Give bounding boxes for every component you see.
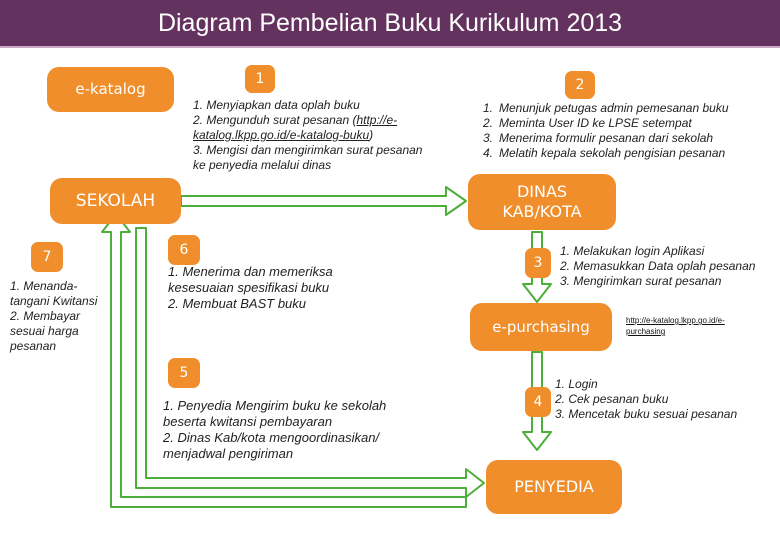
step-7-item: 1. Menanda-tangani Kwitansi bbox=[10, 279, 98, 308]
step-3-item: 2. Memasukkan Data oplah pesanan bbox=[560, 259, 756, 273]
penyedia-node bbox=[486, 460, 622, 514]
e-purchasing-node bbox=[470, 303, 612, 351]
dinas-label-line2: KAB/KOTA bbox=[502, 202, 582, 221]
sekolah-node bbox=[50, 178, 181, 224]
e-katalog-label: e-katalog bbox=[75, 80, 146, 98]
step-3-list bbox=[560, 244, 778, 289]
step-7-badge bbox=[31, 242, 63, 272]
step-4-item: 3. Mencetak buku sesuai pesanan bbox=[555, 407, 738, 421]
step-1-badge bbox=[245, 65, 275, 93]
e-katalog-buku-link[interactable]: http://e-katalog.lkpp.go.id/e-katalog-buku bbox=[193, 113, 398, 142]
step-2-item: 4. Melatih kepala sekolah pengisian pesanan bbox=[483, 146, 726, 160]
step-7-item: 2. Membayar sesuai harga pesanan bbox=[10, 309, 81, 353]
step-7-list bbox=[10, 279, 108, 354]
step-7-number: 7 bbox=[42, 249, 52, 265]
step-2-item: 1. Menunjuk petugas admin pemesanan buku bbox=[483, 101, 729, 115]
e-katalog-node bbox=[47, 67, 174, 112]
step-2-badge bbox=[565, 71, 595, 99]
dinas-node bbox=[468, 174, 616, 230]
arrow-sekolah-to-dinas bbox=[181, 187, 466, 215]
step-3-item: 1. Melakukan login Aplikasi bbox=[560, 244, 705, 258]
step-4-list bbox=[555, 377, 777, 422]
step-6-item: 1. Menerima dan memeriksa kesesuaian spesifikasi buku bbox=[168, 264, 333, 295]
step-1-item: 3. Mengisi dan mengirimkan surat pesanan ke penyedia melalui dinas bbox=[193, 143, 423, 172]
step-4-badge bbox=[525, 387, 551, 417]
step-4-number: 4 bbox=[533, 394, 543, 410]
step-2-item: 2. Meminta User ID ke LPSE setempat bbox=[483, 116, 692, 130]
step-3-item: 3. Mengirimkan surat pesanan bbox=[560, 274, 722, 288]
step-4-item: 2. Cek pesanan buku bbox=[555, 392, 669, 406]
sekolah-label: SEKOLAH bbox=[75, 191, 156, 211]
step-6-list bbox=[168, 264, 368, 312]
step-6-number: 6 bbox=[179, 242, 189, 258]
step-1-item: 2. Mengunduh surat pesanan (http://e-katalog.lkpp.go.id/e-katalog-buku) bbox=[193, 113, 398, 142]
penyedia-label: PENYEDIA bbox=[514, 477, 594, 496]
step-3-badge bbox=[525, 248, 551, 278]
step-1-number: 1 bbox=[255, 71, 265, 87]
step-3-number: 3 bbox=[533, 255, 543, 271]
step-5-item: 1. Penyedia Mengirim buku ke sekolah beserta kwitansi pembayaran bbox=[163, 398, 387, 429]
step-1-item: 1. Menyiapkan data oplah buku bbox=[193, 98, 360, 112]
e-purchasing-link[interactable]: http://e-katalog.lkpp.go.id/e-purchasing bbox=[626, 316, 725, 336]
step-2-list bbox=[483, 101, 778, 161]
step-2-number: 2 bbox=[575, 77, 585, 93]
page-title: Diagram Pembelian Buku Kurikulum 2013 bbox=[157, 9, 623, 37]
step-5-number: 5 bbox=[179, 365, 189, 381]
step-2-item: 3. Menerima formulir pesanan dari sekolah bbox=[483, 131, 714, 145]
step-6-item: 2. Membuat BAST buku bbox=[168, 296, 307, 311]
e-purchasing-label: e-purchasing bbox=[492, 318, 590, 336]
arrow-penyedia-to-sekolah bbox=[102, 214, 466, 507]
step-6-badge bbox=[168, 235, 200, 265]
step-1-list bbox=[193, 98, 428, 173]
step-5-list bbox=[163, 398, 428, 462]
dinas-label-line1: DINAS bbox=[516, 182, 568, 201]
step-5-badge bbox=[168, 358, 200, 388]
step-5-item: 2. Dinas Kab/kota mengoordinasikan/ menjadwal pengiriman bbox=[163, 430, 380, 461]
step-4-item: 1. Login bbox=[555, 377, 598, 391]
